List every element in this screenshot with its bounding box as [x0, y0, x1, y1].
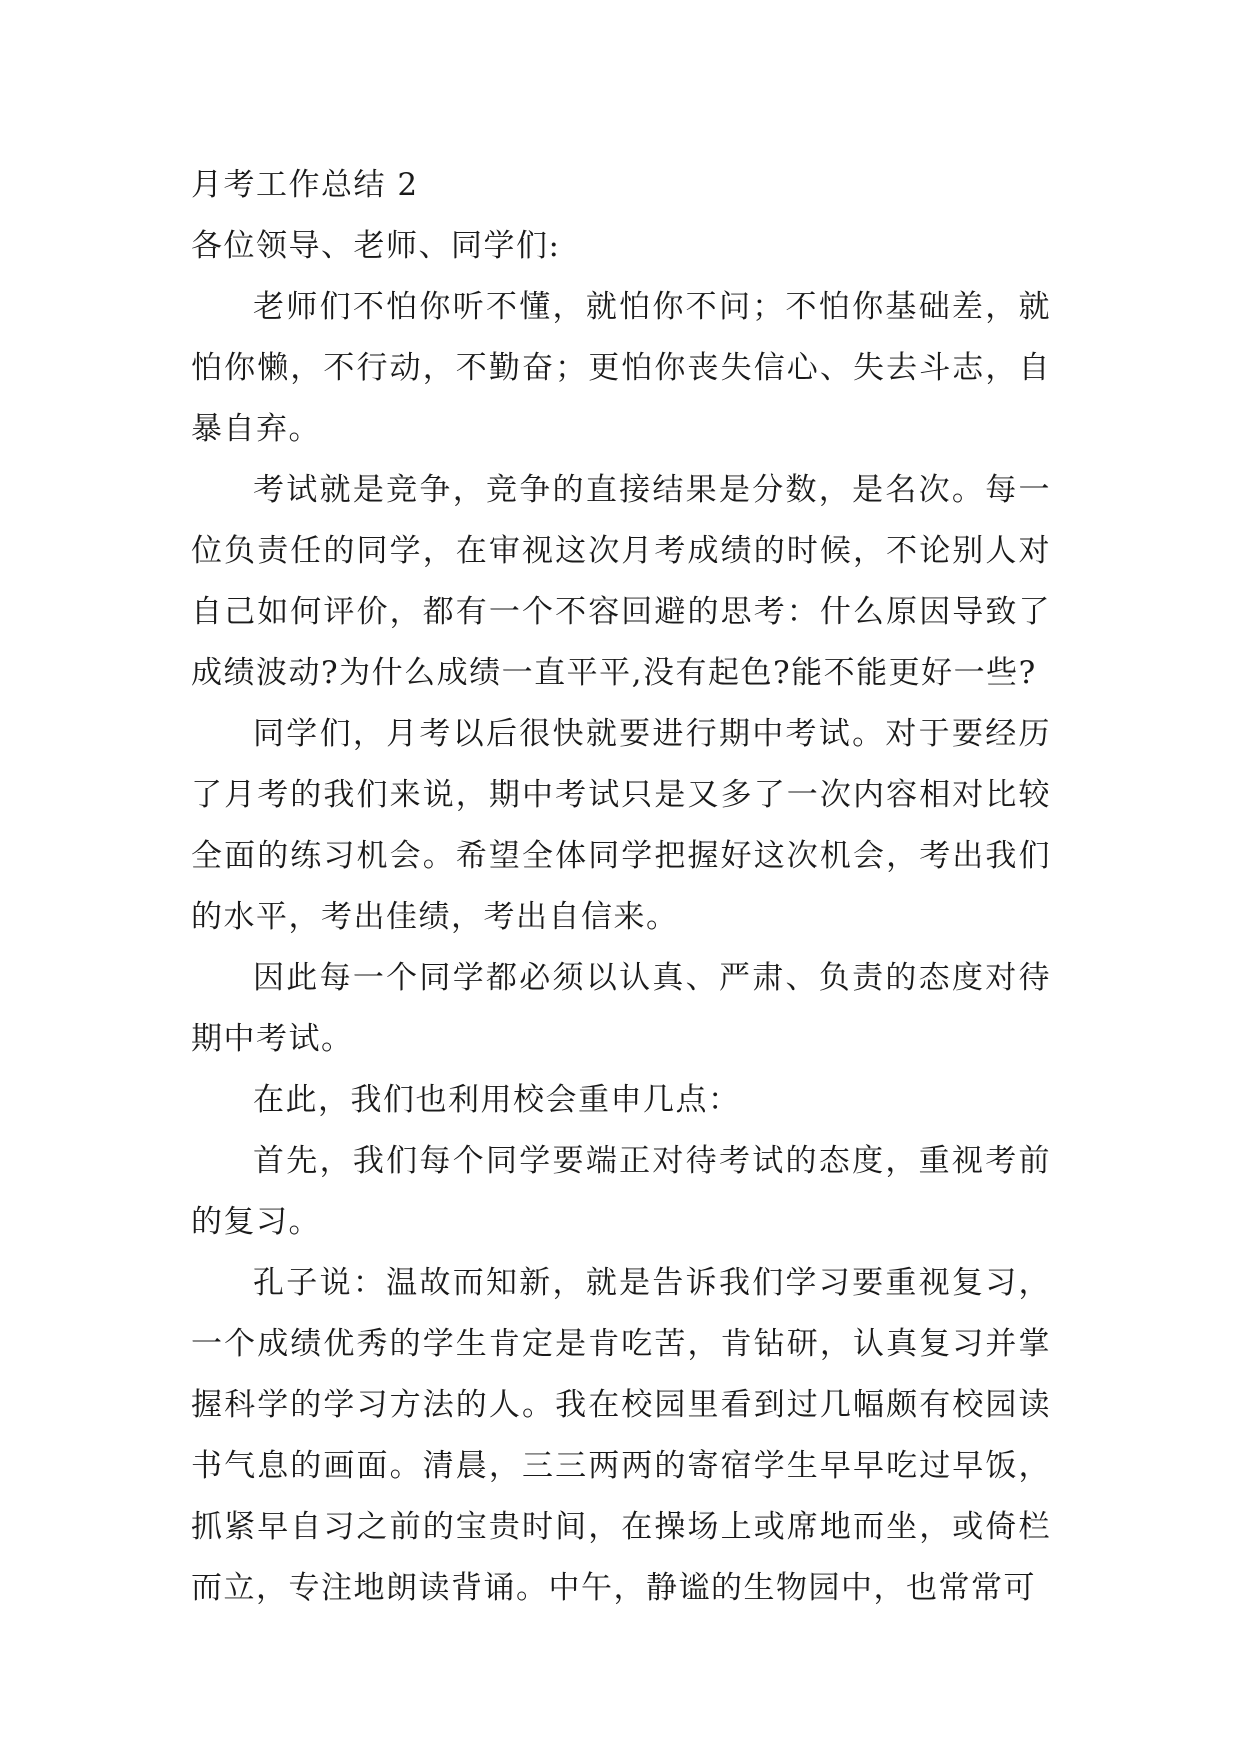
paragraph: 考试就是竞争，竞争的直接结果是分数，是名次。每一位负责任的同学，在审视这次月考成绩的时候，不论别人对自己如何评价，都有一个不容回避的思考：什么原因导致了成绩波动?为什么成绩一直平平,没有起色?能不能更好一些?	[191, 472, 1051, 691]
paragraph: 同学们，月考以后很快就要进行期中考试。对于要经历了月考的我们来说，期中考试只是又多了一次内容相对比较全面的练习机会。希望全体同学把握好这次机会，考出我们的水平，考出佳绩，考出自信来。	[191, 716, 1051, 935]
document-body	[191, 155, 1051, 1619]
paragraph: 首先，我们每个同学要端正对待考试的态度，重视考前的复习。	[191, 1143, 1051, 1240]
paragraph: 孔子说：温故而知新，就是告诉我们学习要重视复习，一个成绩优秀的学生肯定是肯吃苦，肯钻研，认真复习并掌握科学的学习方法的人。我在校园里看到过几幅颇有校园读书气息的画面。清晨，三三两两的寄宿学生早早吃过早饭，抓紧早自习之前的宝贵时间，在操场上或席地而坐，或倚栏而立，专注地朗读背诵。中午，静谧的生物园中，也常常可	[191, 1265, 1051, 1606]
paragraph: 因此每一个同学都必须以认真、严肃、负责的态度对待期中考试。	[191, 960, 1051, 1057]
document-title: 月考工作总结 2	[191, 167, 419, 203]
paragraph: 老师们不怕你听不懂，就怕你不问；不怕你基础差，就怕你懒，不行动，不勤奋；更怕你丧失信心、失去斗志，自暴自弃。	[191, 289, 1051, 447]
paragraph: 在此，我们也利用校会重申几点：	[253, 1082, 741, 1118]
greeting-line: 各位领导、老师、同学们:	[191, 228, 561, 264]
